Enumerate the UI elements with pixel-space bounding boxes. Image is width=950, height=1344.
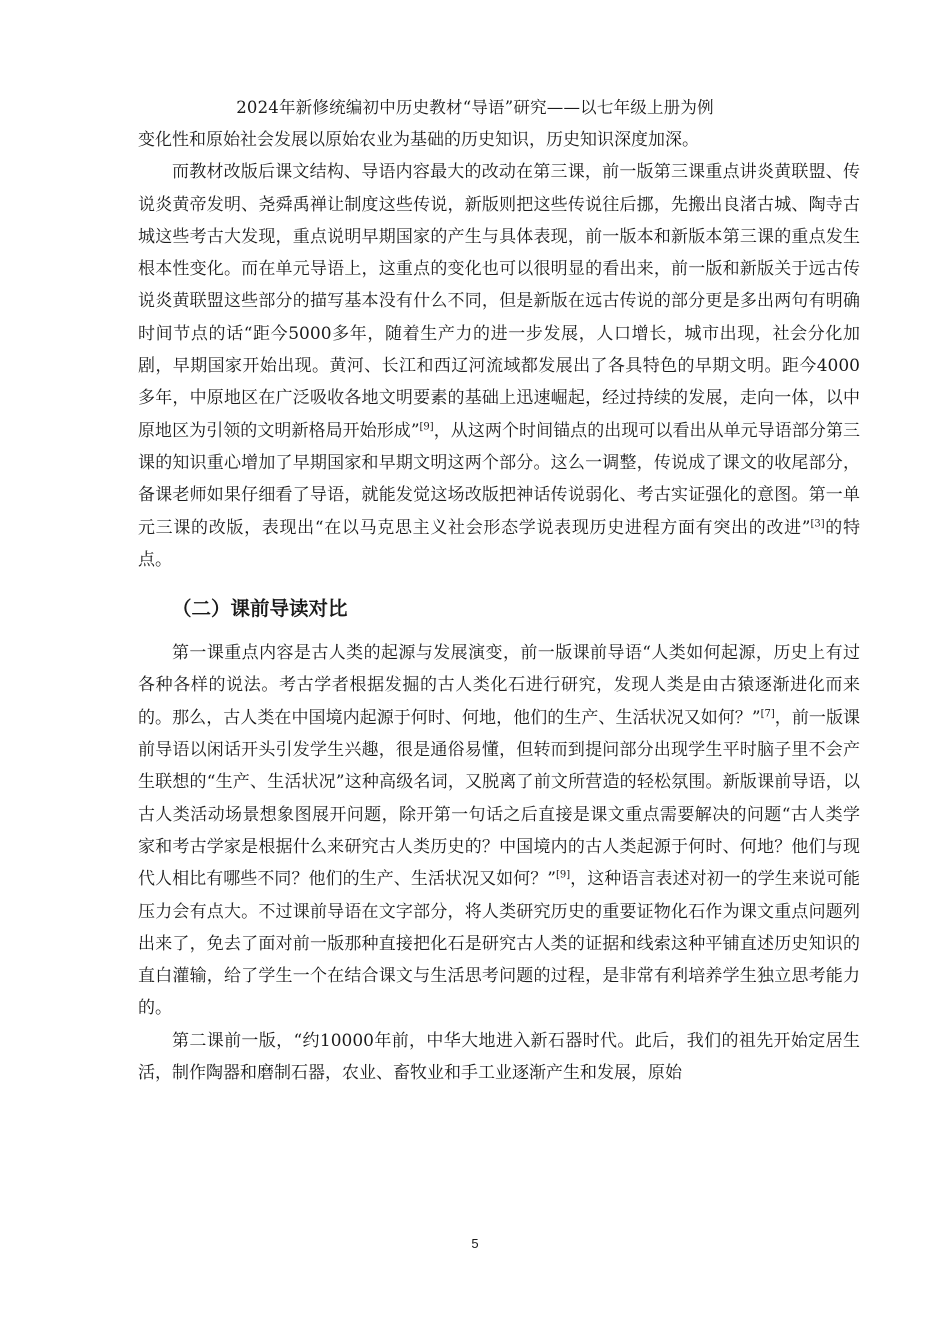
citation-mark: [9] <box>555 869 571 881</box>
paragraph <box>138 156 860 576</box>
page-number: 5 <box>471 1236 479 1251</box>
paragraph-text: 变化性和原始社会发展以原始农业为基础的历史知识，历史知识深度加深。 <box>138 130 699 150</box>
paragraph-text: 第一课重点内容是古人类的起源与发展演变，前一版课前导语“人类如何起源，历史上有过各种各样的说法。考古学者根据发掘的古人类化石进行研究，发现人类是由古猿逐渐进化而来的。那么，古人类在中国境内起源于何时、何地，他们的生产、生活状况又如何？” <box>138 643 860 728</box>
paragraph-text: ，前一版课前导语以闲话开头引发学生兴趣，很是通俗易懂，但转而到提问部分出现学生平时脑子里不会产生联想的“生产、生活状况”这种高级名词，又脱离了前文所营造的轻松氛围。新版课前导语，以古人类活动场景想象图展开问题，除开第一句话之后直接是课文重点需要解决的问题“古人类学家和考古学家是根据什么来研究古人类历史的？中国境内的古人类起源于何时、何地？他们与现代人相比有哪些不同？他们的生产、生活状况又如何？” <box>138 707 860 890</box>
running-header: 2024年新修统编初中历史教材“导语”研究——以七年级上册为例 <box>236 98 714 117</box>
paragraph-text: 的特点。 <box>138 517 860 570</box>
paragraph-text: ，这种语言表述对初一的学生来说可能压力会有点大。不过课前导语在文字部分，将人类研究历史的重要证物化石作为课文重点问题列出来了，免去了面对前一版那种直接把化石是研究古人类的证据和线索这种平铺直述历史知识的直白灌输，给了学生一个在结合课文与生活思考问题的过程，是非常有利培养学生独立思考能力的。 <box>138 869 860 1019</box>
paragraph <box>138 124 860 156</box>
paragraph-text: 而教材改版后课文结构、导语内容最大的改动在第三课，前一版第三课重点讲炎黄联盟、传说炎黄帝发明、尧舜禹禅让制度这些传说，新版则把这些传说往后挪，先搬出良渚古城、陶寺古城这些考古大发现，重点说明早期国家的产生与具体表现，前一版本和新版本第三课的重点发生根本性变化。而在单元导语上，这重点的变化也可以很明显的看出来，前一版和新版关于远古传说炎黄联盟这些部分的描写基本没有什么不同，但是新版在远古传说的部分更是多出两句有明确时间节点的话“距今5000多年，随着生产力的进一步发展，人口增长，城市出现，社会分化加剧，早期国家开始出现。黄河、长江和西辽河流域都发展出了各具特色的早期文明。距今4000多年，中原地区在广泛吸收各地文明要素的基础上迅速崛起，经过持续的发展，走向一体，以中原地区为引领的文明新格局开始形成” <box>138 162 860 441</box>
citation-mark: [9] <box>419 421 434 433</box>
section-heading: （二）课前导读对比 <box>172 597 348 621</box>
citation-mark: [3] <box>810 517 825 529</box>
paragraph <box>138 1025 860 1090</box>
paragraph-text: 第二课前一版，“约10000年前，中华大地进入新石器时代。此后，我们的祖先开始定居生活，制作陶器和磨制石器，农业、畜牧业和手工业逐渐产生和发展，原始 <box>138 1030 860 1084</box>
document-body <box>138 124 860 1089</box>
citation-mark: [7] <box>760 708 775 720</box>
paragraph <box>138 637 860 1025</box>
paragraph-text: ，从这两个时间锚点的出现可以看出从单元导语部分第三课的知识重心增加了早期国家和早期文明这两个部分。这么一调整，传说成了课文的收尾部分，备课老师如果仔细看了导语，就能发觉这场改版把神话传说弱化、考古实证强化的意图。第一单元三课的改版，表现出“在以马克思主义社会形态学说表现历史进程方面有突出的改进” <box>138 420 860 538</box>
